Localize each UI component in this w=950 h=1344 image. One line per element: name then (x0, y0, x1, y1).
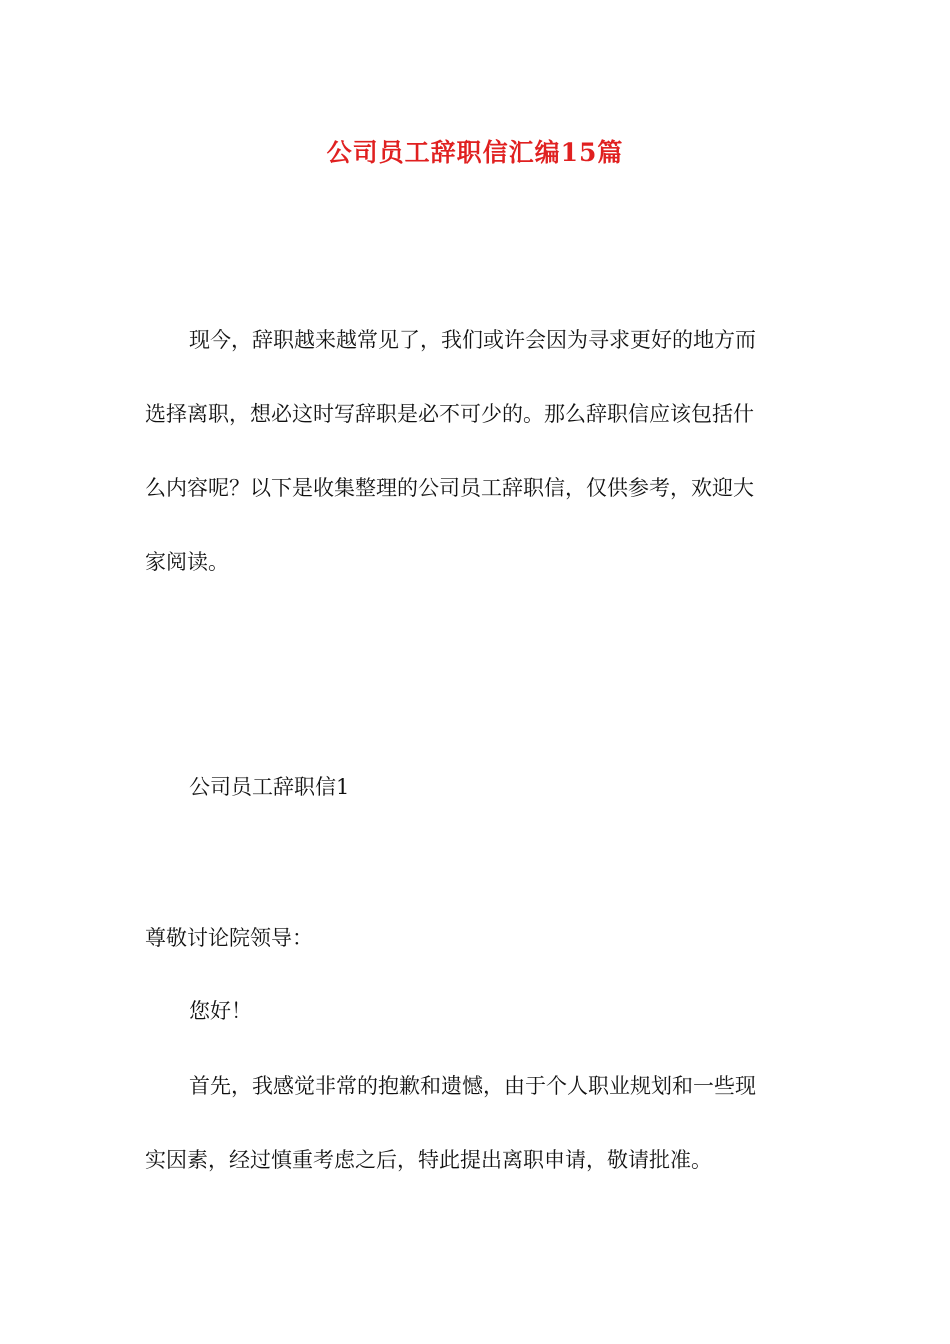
letter-greeting: 您好！ (189, 999, 252, 1023)
intro-line-4: 家阅读。 (145, 550, 229, 574)
intro-line-2: 选择离职，想必这时写辞职是必不可少的。那么辞职信应该包括什 (145, 402, 754, 426)
letter-body-line-1: 首先，我感觉非常的抱歉和遗憾，由于个人职业规划和一些现 (189, 1074, 756, 1098)
document-title: 公司员工辞职信汇编15篇 (326, 138, 624, 167)
letter-body-paragraph (145, 1076, 805, 1224)
intro-line-3: 么内容呢？以下是收集整理的公司员工辞职信，仅供参考，欢迎大 (145, 476, 754, 500)
intro-line-1: 现今，辞职越来越常见了，我们或许会因为寻求更好的地方而 (189, 328, 756, 352)
letter-heading: 公司员工辞职信1 (189, 775, 350, 799)
letter-body-line-2: 实因素，经过慎重考虑之后，特此提出离职申请，敬请批准。 (145, 1148, 712, 1172)
intro-paragraph (145, 330, 805, 626)
letter-salutation: 尊敬讨论院领导： (145, 926, 313, 950)
